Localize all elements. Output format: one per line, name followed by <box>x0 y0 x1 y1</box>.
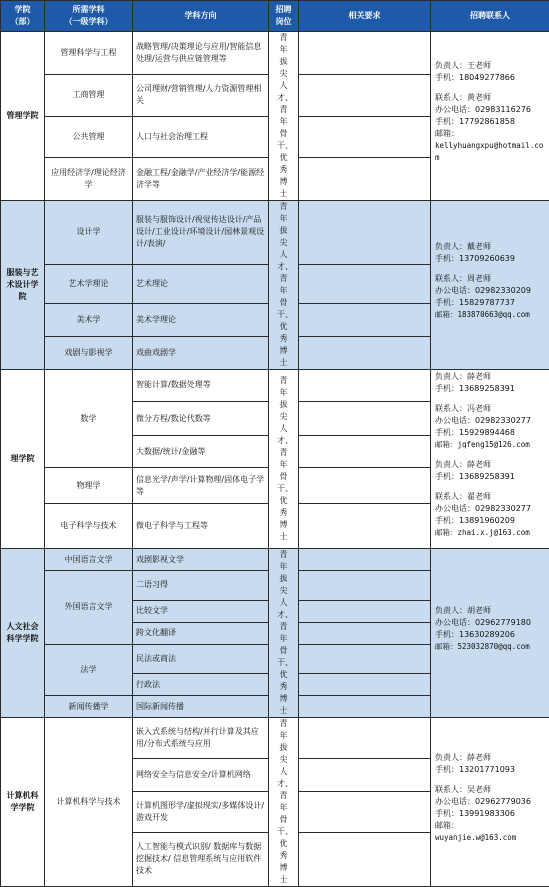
subject-cell: 计算机科学与技术 <box>45 718 133 887</box>
direction-cell: 比较文学 <box>133 600 269 622</box>
requirements-cell <box>299 436 431 468</box>
contact-line: 手机：13709260639 <box>435 253 546 265</box>
contact-line: 手机：15829787737 <box>435 297 546 309</box>
contact-group <box>435 92 546 164</box>
college-cell: 理学院 <box>1 370 45 549</box>
contact-line: 手机：17792861858 <box>435 116 546 128</box>
requirements-cell <box>299 201 431 265</box>
contact-line: 负责人：王老师 <box>435 60 546 72</box>
contact-line: 联系人：翟老师 <box>435 491 546 503</box>
direction-cell: 信息光学/声学/计算物理/固体电子学等 <box>133 468 269 504</box>
requirements-cell <box>299 74 431 117</box>
subject-cell: 管理科学与工程 <box>45 32 133 75</box>
direction-cell: 微分方程/数论代数等 <box>133 401 269 435</box>
direction-cell: 行政法 <box>133 674 269 696</box>
contact-group <box>435 752 546 776</box>
requirements-cell <box>299 791 431 832</box>
header-subject: 所需学科 （一级学科） <box>45 1 133 32</box>
requirements-cell <box>299 571 431 601</box>
subject-cell: 外国语言文学 <box>45 571 133 645</box>
subject-cell: 数学 <box>45 370 133 468</box>
direction-cell: 美术学理论 <box>133 304 269 337</box>
direction-cell: 嵌入式系统与结构/并行计算及其应用/分布式系统与应用 <box>133 718 269 759</box>
requirements-cell <box>299 549 431 571</box>
contact-line: 负责人：薛老师 <box>435 371 546 383</box>
requirements-cell <box>299 504 431 549</box>
contact-group <box>435 60 546 84</box>
contact-line: 手机：13630289206 <box>435 629 546 641</box>
contact-line: 手机：13201771093 <box>435 764 546 776</box>
contact-group <box>435 459 546 483</box>
contact-line: 邮箱：523032870@qq.com <box>435 641 546 653</box>
post-cell: 青年拔尖人才、青年骨干、优秀博士 <box>269 370 299 549</box>
requirements-cell <box>299 264 431 303</box>
contact-line: 联系人：吴老师 <box>435 784 546 796</box>
requirements-cell <box>299 158 431 201</box>
requirements-cell <box>299 401 431 435</box>
requirements-cell <box>299 32 431 75</box>
direction-cell: 国际新闻传播 <box>133 696 269 718</box>
direction-cell: 人工智能与模式识别/ 数据库与数据挖掘技术/ 信息管理系统与应用软件技术 <box>133 832 269 886</box>
contact-group <box>435 371 546 395</box>
subject-cell: 电子科学与技术 <box>45 504 133 549</box>
subject-cell: 法学 <box>45 644 133 696</box>
contact-cell <box>431 718 549 887</box>
contact-line: 联系人：黄老师 <box>435 92 546 104</box>
requirements-cell <box>299 759 431 792</box>
contact-line: 邮箱：183870663@qq.com <box>435 309 546 321</box>
college-cell: 管理学院 <box>1 32 45 201</box>
table-body <box>1 32 549 887</box>
contact-line: kellyhuangxpu@hotmail.com <box>435 140 546 164</box>
contact-line: 办公电话：02962779180 <box>435 617 546 629</box>
direction-cell: 网络安全与信息安全/计算机网络 <box>133 759 269 792</box>
post-cell: 青年拔尖人才、青年骨干、优秀博士 <box>269 201 299 370</box>
direction-cell: 戏剧影视文学 <box>133 549 269 571</box>
requirements-cell <box>299 337 431 370</box>
contact-line: 负责人：胡老师 <box>435 605 546 617</box>
subject-cell: 艺术学理论 <box>45 264 133 303</box>
contact-line: 办公电话：02982330209 <box>435 285 546 297</box>
header-requirements: 相关要求 <box>299 1 431 32</box>
contact-line: 负责人：戴老师 <box>435 241 546 253</box>
contact-group <box>435 241 546 265</box>
college-cell: 计算机科学学院 <box>1 718 45 887</box>
direction-cell: 艺术理论 <box>133 264 269 303</box>
contact-cell <box>431 370 549 549</box>
requirements-cell <box>299 644 431 674</box>
contact-line: 办公电话：02982330277 <box>435 503 546 515</box>
subject-cell: 美术学 <box>45 304 133 337</box>
contact-line: 邮箱： <box>435 128 546 140</box>
contact-group <box>435 403 546 451</box>
contact-line: 办公电话：02982330277 <box>435 415 546 427</box>
subject-cell: 应用经济学/理论经济学 <box>45 158 133 201</box>
post-cell: 青年拔尖人才、青年骨干、优秀博士 <box>269 32 299 201</box>
requirements-cell <box>299 468 431 504</box>
subject-cell: 新闻传播学 <box>45 696 133 718</box>
direction-cell: 大数据/统计/金融等 <box>133 436 269 468</box>
contact-line: 手机：13991983306 <box>435 808 546 820</box>
requirements-cell <box>299 718 431 759</box>
direction-cell: 戏曲戏剧学 <box>133 337 269 370</box>
contact-line: 负责人：薛老师 <box>435 752 546 764</box>
direction-cell: 跨文化翻译 <box>133 622 269 644</box>
contact-line: 手机：18049277866 <box>435 72 546 84</box>
contact-line: 手机：15929894468 <box>435 427 546 439</box>
subject-cell: 工商管理 <box>45 74 133 117</box>
contact-line: 联系人：冯老师 <box>435 403 546 415</box>
subject-cell: 公共管理 <box>45 117 133 158</box>
table-row <box>1 370 549 402</box>
subject-cell: 戏剧与影视学 <box>45 337 133 370</box>
table-row <box>1 201 549 265</box>
direction-cell: 战略管理/决策理论与应用/智能信息处理/运营与供应链管理等 <box>133 32 269 75</box>
contact-line: 邮箱：jqfeng15@126.com <box>435 439 546 451</box>
direction-cell: 智能计算/数据处理等 <box>133 370 269 402</box>
header-college: 学院 （部） <box>1 1 45 32</box>
contact-line: 办公电话：02962779036 <box>435 796 546 808</box>
contact-cell <box>431 32 549 201</box>
header-post: 招聘 岗位 <box>269 1 299 32</box>
requirements-cell <box>299 696 431 718</box>
contact-group <box>435 491 546 539</box>
direction-cell: 民法或商法 <box>133 644 269 674</box>
contact-line: 负责人：薛老师 <box>435 459 546 471</box>
requirements-cell <box>299 370 431 402</box>
table-row <box>1 718 549 759</box>
requirements-cell <box>299 832 431 886</box>
requirements-cell <box>299 304 431 337</box>
contact-line: 手机：13689258391 <box>435 383 546 395</box>
subject-cell: 物理学 <box>45 468 133 504</box>
post-cell: 青年拔尖人才、青年骨干、优秀博士 <box>269 718 299 887</box>
contact-line: 手机：13891960209 <box>435 515 546 527</box>
table-header-row <box>1 1 549 32</box>
direction-cell: 服装与服饰设计/视觉传达设计/产品设计/工业设计/环境设计/园林景观设计/表演/ <box>133 201 269 265</box>
contact-line: wuyanjie.w@163.com <box>435 832 546 844</box>
contact-group <box>435 784 546 844</box>
contact-group <box>435 605 546 653</box>
contact-cell <box>431 549 549 718</box>
contact-line: 办公电话：02983116276 <box>435 104 546 116</box>
contact-cell <box>431 201 549 370</box>
college-cell: 服装与艺术设计学院 <box>1 201 45 370</box>
subject-cell: 设计学 <box>45 201 133 265</box>
direction-cell: 公司理财/营销管理/人力资源管理相关 <box>133 74 269 117</box>
header-contact: 招聘联系人 <box>431 1 549 32</box>
requirements-cell <box>299 622 431 644</box>
header-direction: 学科方向 <box>133 1 269 32</box>
direction-cell: 二语习得 <box>133 571 269 601</box>
requirements-cell <box>299 117 431 158</box>
college-cell: 人文社会科学学院 <box>1 549 45 718</box>
direction-cell: 微电子科学与工程等 <box>133 504 269 549</box>
direction-cell: 金融工程/金融学/产业经济学/能源经济学等 <box>133 158 269 201</box>
direction-cell: 计算机图形学/虚拟现实/多媒体设计/游戏开发 <box>133 791 269 832</box>
contact-line: 手机：13689258391 <box>435 471 546 483</box>
post-cell: 青年拔尖人才、青年骨干、优秀博士 <box>269 549 299 718</box>
requirements-cell <box>299 600 431 622</box>
contact-line: 邮箱：zhai.x.j@163.com <box>435 527 546 539</box>
direction-cell: 人口与社会治理工程 <box>133 117 269 158</box>
contact-group <box>435 273 546 321</box>
subject-cell: 中国语言文学 <box>45 549 133 571</box>
contact-line: 联系人：周老师 <box>435 273 546 285</box>
requirements-cell <box>299 674 431 696</box>
table-row <box>1 32 549 75</box>
table-row <box>1 549 549 571</box>
contact-line: 邮箱： <box>435 820 546 832</box>
